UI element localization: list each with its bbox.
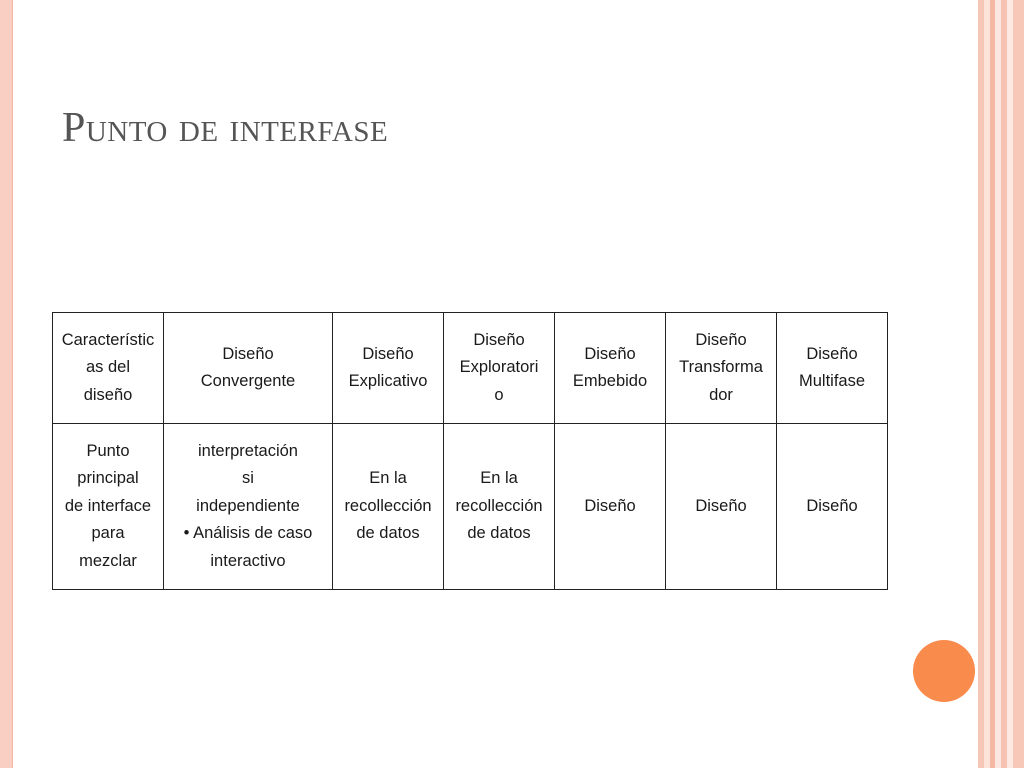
left-decorative-border xyxy=(0,0,12,768)
cell-line: principal xyxy=(77,469,139,488)
cell-line: as del xyxy=(85,358,131,377)
header-cell xyxy=(53,313,164,424)
cell-line: interpretación xyxy=(198,441,298,460)
header-cell xyxy=(555,313,666,424)
cell-line: Diseño xyxy=(222,344,274,363)
table-cell xyxy=(777,424,888,590)
cell-line: Diseño xyxy=(695,330,747,349)
header-cell xyxy=(333,313,444,424)
table-header-row xyxy=(53,313,888,424)
table-cell xyxy=(555,424,666,590)
cell-line: diseño xyxy=(83,385,133,404)
cell-line: Convergente xyxy=(200,372,296,390)
cell-line: dor xyxy=(709,385,733,404)
slide-title: Punto de interfase xyxy=(62,105,389,151)
cell-line: de datos xyxy=(467,524,531,543)
cell-line: si xyxy=(242,469,254,488)
cell-line: En la xyxy=(369,469,407,488)
cell-line: Diseño xyxy=(695,496,747,515)
cell-line: Diseño xyxy=(584,344,636,363)
cell-line: En la xyxy=(480,469,518,488)
cell-line: independiente xyxy=(196,496,300,515)
table-cell xyxy=(333,424,444,590)
right-stripe xyxy=(1013,0,1024,768)
cell-line: o xyxy=(494,385,504,404)
cell-line: Exploratori xyxy=(459,358,539,377)
cell-line: Diseño xyxy=(806,344,858,363)
table-cell xyxy=(444,424,555,590)
cell-line: Punto xyxy=(86,441,130,460)
cell-line: interactivo xyxy=(210,551,286,570)
cell-line: Diseño xyxy=(473,330,525,349)
cell-line: Diseño xyxy=(362,344,414,363)
table-cell xyxy=(164,424,333,590)
cell-line: Transforma xyxy=(679,358,763,377)
cell-line: Explicativo xyxy=(348,372,428,390)
cell-line: Multifase xyxy=(798,372,866,390)
header-cell xyxy=(164,313,333,424)
cell-line: Característic xyxy=(61,330,155,349)
cell-line: para xyxy=(91,524,125,543)
cell-line: • Análisis de caso xyxy=(183,524,313,543)
table-row xyxy=(53,424,888,590)
header-cell xyxy=(777,313,888,424)
cell-line: mezclar xyxy=(79,551,137,570)
cell-line: de datos xyxy=(356,524,420,543)
cell-line: Diseño xyxy=(584,496,636,515)
cell-line: recollección xyxy=(455,496,543,515)
design-table xyxy=(52,312,888,590)
table-cell xyxy=(666,424,777,590)
header-cell xyxy=(666,313,777,424)
cell-line: recollección xyxy=(344,496,432,515)
decorative-circle xyxy=(913,640,975,702)
cell-line: de interface xyxy=(64,496,152,515)
cell-line: Embebido xyxy=(572,372,648,390)
header-cell xyxy=(444,313,555,424)
table-cell xyxy=(53,424,164,590)
cell-line: Diseño xyxy=(806,496,858,515)
